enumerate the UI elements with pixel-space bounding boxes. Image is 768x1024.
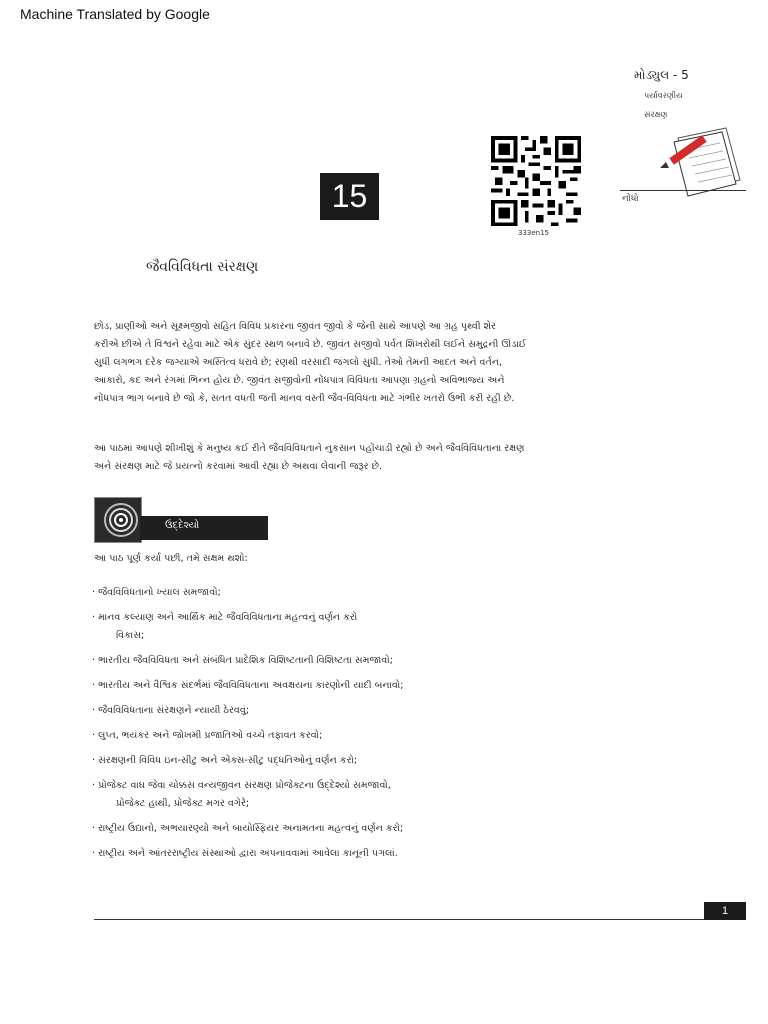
list-item-continuation: વિકાસ; [116, 630, 145, 641]
qr-caption: 333en15 [518, 229, 550, 237]
qr-code-icon[interactable] [488, 136, 584, 226]
text-line: સુધી લગભગ દરેક જગ્યાએ અસ્તિત્વ ધરાવે છે; રણથી વરસાદી જંગલો સુધી. તેઓ તેમની આદત અને વર્તન, [94, 357, 503, 368]
list-item [92, 752, 632, 770]
list-item-text: · માનવ કલ્યાણ અને આર્થિક માટે જૈવવિવિધતાના મહત્વનું વર્ણન કરો [92, 612, 358, 623]
objectives-list [92, 584, 632, 870]
objectives-header-bar [140, 516, 268, 540]
module-title: મોડ્યુલ - 5 [634, 68, 689, 82]
list-item-text: · જૈવવિવિધતાના સંરક્ષણને ન્યાયી ઠેરવવું; [92, 705, 250, 716]
text-line: કરીએ છીએ તે વિશ્વને રહેવા માટે એક સુંદર સ્થળ બનાવે છે. જીવંત સજીવો પર્વત શિખરોથી લઈને સમુદ્રની ઊંડાઈ [94, 339, 527, 350]
list-item [92, 845, 632, 863]
chapter-title: જૈવવિવિધતા સંરક્ષણ [146, 259, 259, 275]
list-item [92, 702, 632, 720]
notes-pencil-icon [656, 124, 746, 200]
module-subtitle-2: સંરક્ષણ [644, 110, 668, 119]
objectives-label: ઉદ્દેશ્યો [165, 520, 200, 531]
text-line: છોડ, પ્રાણીઓ અને સૂક્ષ્મજીવો સહિત વિવિધ પ્રકારના જીવંત જીવો કે જેની સાથે આપણે આ ગ્રહ પૃથ્વી શેર [94, 321, 496, 332]
notes-divider [620, 190, 746, 191]
list-item-text: · રાષ્ટ્રીય અને આંતરરાષ્ટ્રીય સંસ્થાઓ દ્વારા અપનાવવામાં આવેલા કાનૂની પગલાં. [92, 848, 398, 859]
list-item [92, 727, 632, 745]
module-subtitle-1: પર્યાવરણીય [644, 91, 683, 100]
chapter-number: 15 [320, 173, 379, 220]
list-item [92, 820, 632, 838]
list-item-text: · પ્રોજેક્ટ વાઘ જેવા ચોક્કસ વન્યજીવન સંરક્ષણ પ્રોજેક્ટના ઉદ્દેશ્યો સમજાવો, [92, 780, 391, 791]
text-line: આકારો, કદ અને રંગમાં ભિન્ન હોય છે. જીવંત સજીવોની નોંધપાત્ર વિવિધતા આપણા ગ્રહનો અવિભાજ્ય અને [94, 375, 505, 386]
list-item [92, 677, 632, 695]
list-item [92, 609, 632, 645]
list-item-text: · રાષ્ટ્રીય ઉદ્યાનો, અભયારણ્યો અને બાયોસ્ફિયર અનામતના મહત્વનું વર્ણન કરો; [92, 823, 404, 834]
list-item [92, 584, 632, 602]
text-line: નોંધપાત્ર ભાગ બનાવે છે જો કે, સતત વધતી જતી માનવ વસ્તી જૈવ-વિવિધતા માટે ગંભીર ખતરો ઉભી કરી રહી છે. [94, 393, 515, 404]
list-item [92, 652, 632, 670]
notes-label: નોંધો [622, 194, 639, 204]
list-item-text: · જૈવવિવિધતાનો ખ્યાલ સમજાવો; [92, 587, 221, 598]
list-item-text: · લુપ્ત, ભયંકર અને જોખમી પ્રજાતિઓ વચ્ચે તફાવત કરવો; [92, 730, 323, 741]
list-item-continuation: પ્રોજેક્ટ હાથી, પ્રોજેક્ટ મગર વગેરે; [116, 798, 250, 809]
machine-translation-banner: Machine Translated by Google [20, 6, 210, 22]
list-item-text: · ભારતીય અને વૈશ્વિક સંદર્ભમાં જૈવવિવિધતાના અવક્ષયના કારણોની યાદી બનાવો; [92, 680, 404, 691]
text-line: અને સંરક્ષણ માટે જે પ્રયત્નો કરવામાં આવી રહ્યા છે અથવા લેવાની જરૂર છે. [94, 461, 383, 472]
lesson-overview-paragraph [94, 440, 624, 476]
objectives-spiral-icon [94, 497, 142, 543]
list-item-text: · સંરક્ષણની વિવિધ ઇન-સીટુ અને એક્સ-સીટુ પદ્ધતિઓનું વર્ણન કરો; [92, 755, 358, 766]
list-item [92, 777, 632, 813]
page-number: 1 [704, 902, 746, 920]
intro-paragraph [94, 318, 624, 408]
text-line: આ પાઠમાં આપણે શીખીશું કે મનુષ્ય કઈ રીતે જૈવવિવિધતાને નુકસાન પહોંચાડી રહ્યો છે અને જૈવવિવિધતાના રક્ષણ [94, 443, 525, 454]
footer-divider [94, 919, 746, 920]
objectives-intro: આ પાઠ પૂર્ણ કર્યા પછી, તમે સક્ષમ થશો: [94, 553, 248, 564]
list-item-text: · ભારતીય જૈવવિવિધતા અને સંબંધિત પ્રાદેશિક વિશિષ્ટતાની વિશિષ્ટતા સમજાવો; [92, 655, 393, 666]
